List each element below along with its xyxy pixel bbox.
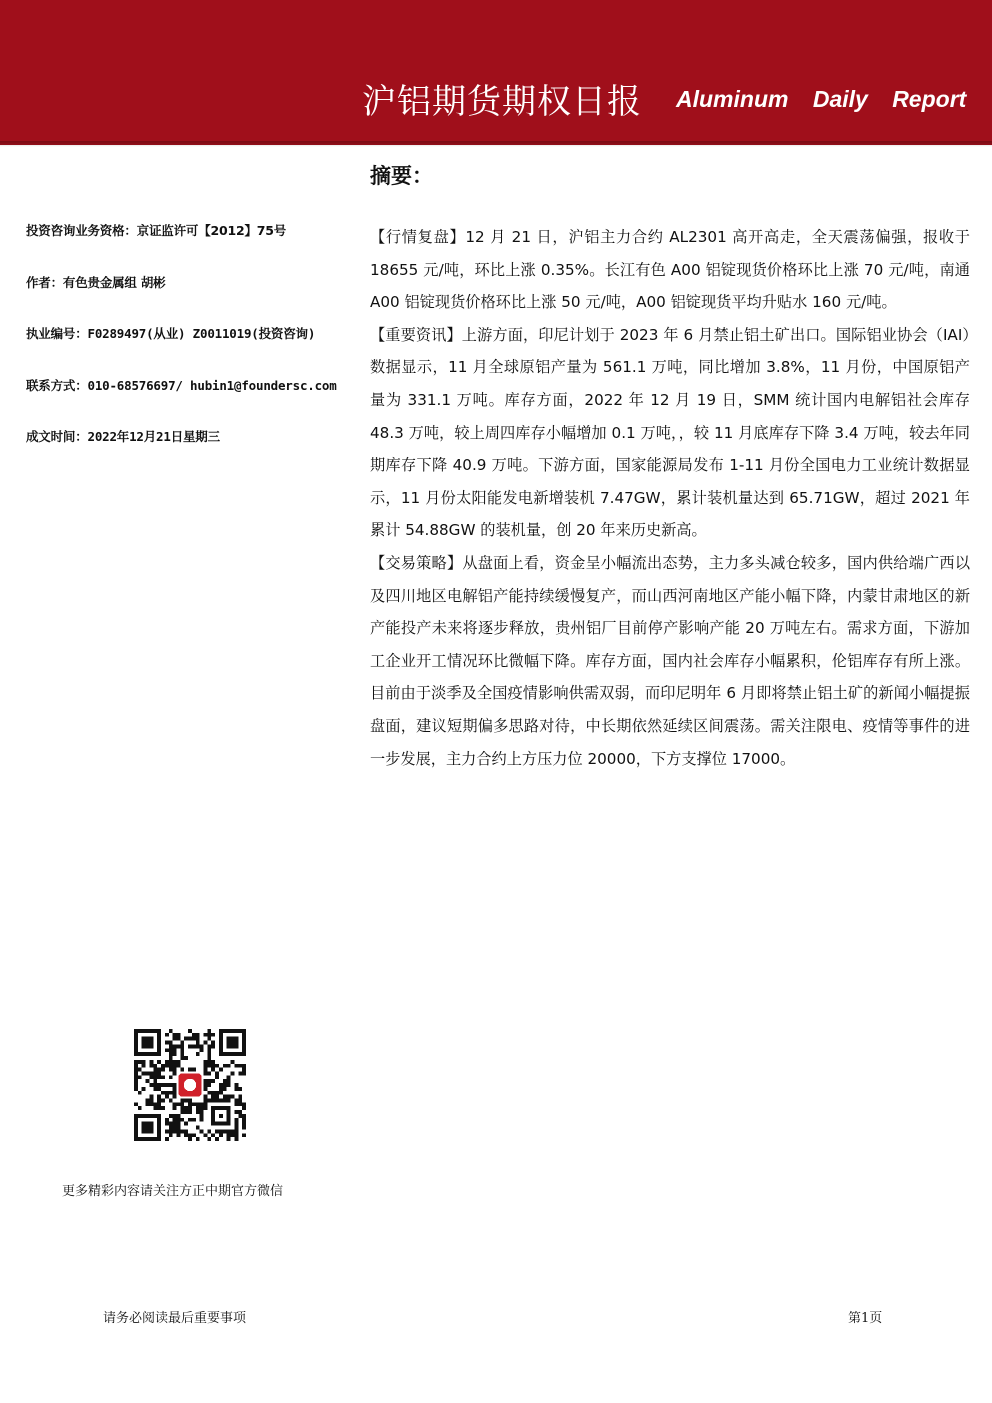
report-body <box>370 221 970 775</box>
wechat-qr-code <box>134 1029 246 1141</box>
qualification-line: 投资咨询业务资格：京证监许可【2012】75号 <box>26 223 287 238</box>
header-banner <box>0 0 992 145</box>
summary-heading: 摘要： <box>370 164 433 188</box>
qr-caption: 更多精彩内容请关注方正中期官方微信 <box>62 1184 284 1199</box>
key-news-paragraph: 【重要资讯】上游方面，印尼计划于 2023 年 6 月禁止铝土矿出口。国际铝业协会（IAI）数据显示，11 月全球原铝产量为 561.1 万吨，同比增加 3.8%，11 月份，中国原铝产量为 331.1 万吨。库存方面，2022 年 12 月 19 日，SMM 统计国内电解铝社会库存 48.3 万吨，较上周四库存小幅增加 0.1 万吨，，较 11 月底库存下降 3.4 万吨，较去年同期库存下降 40.9 万吨。下游方面，国家能源局发布 1-11 月份全国电力工业统计数据显示，11 月份太阳能发电新增装机 7.47GW，累计装机量达到 65.71GW，超过 2021 年累计 54.88GW 的装机量，创 20 年来历史新高。 <box>370 325 970 540</box>
page-number: 第1页 <box>848 1311 883 1326</box>
contact-line: 联系方式：010-68576697/ hubin1@foundersc.com <box>26 377 337 393</box>
footer-notice: 请务必阅读最后重要事项 <box>103 1311 247 1326</box>
date-line: 成文时间：2022年12月21日星期三 <box>26 429 220 444</box>
market-review-paragraph: 【行情复盘】12 月 21 日，沪铝主力合约 AL2301 高开高走，全天震荡偏强，报收于 18655 元/吨，环比上涨 0.35%。长江有色 A00 铝锭现货价格环比上涨 70 元/吨，南通 A00 铝锭现货价格环比上涨 50 元/吨，A00 铝锭现货平均升贴水 160 元/吨。 <box>370 228 970 312</box>
header-banner-shadow <box>0 141 992 147</box>
trading-strategy-paragraph: 【交易策略】从盘面上看，资金呈小幅流出态势，主力多头减仓较多，国内供给端广西以及四川地区电解铝产能持续缓慢复产，而山西河南地区产能小幅下降，内蒙甘肃地区的新产能投产未来将逐步释放，贵州铝厂目前停产影响产能 20 万吨左右。需求方面，下游加工企业开工情况环比微幅下降。库存方面，国内社会库存小幅累积，伦铝库存有所上涨。目前由于淡季及全国疫情影响供需双弱，而印尼明年 6 月即将禁止铝土矿的新闻小幅提振盘面，建议短期偏多思路对待，中长期依然延续区间震荡。需关注限电、疫情等事件的进一步发展，主力合约上方压力位 20000，下方支撑位 17000。 <box>370 553 970 768</box>
license-line: 执业编号：F0289497(从业) Z0011019(投资咨询) <box>26 326 316 341</box>
report-title-english: Aluminum Daily Report <box>676 86 967 112</box>
report-title-chinese: 沪铝期货期权日报 <box>362 82 642 122</box>
author-info-panel <box>26 218 356 476</box>
author-line: 作者：有色贵金属组 胡彬 <box>26 274 166 290</box>
